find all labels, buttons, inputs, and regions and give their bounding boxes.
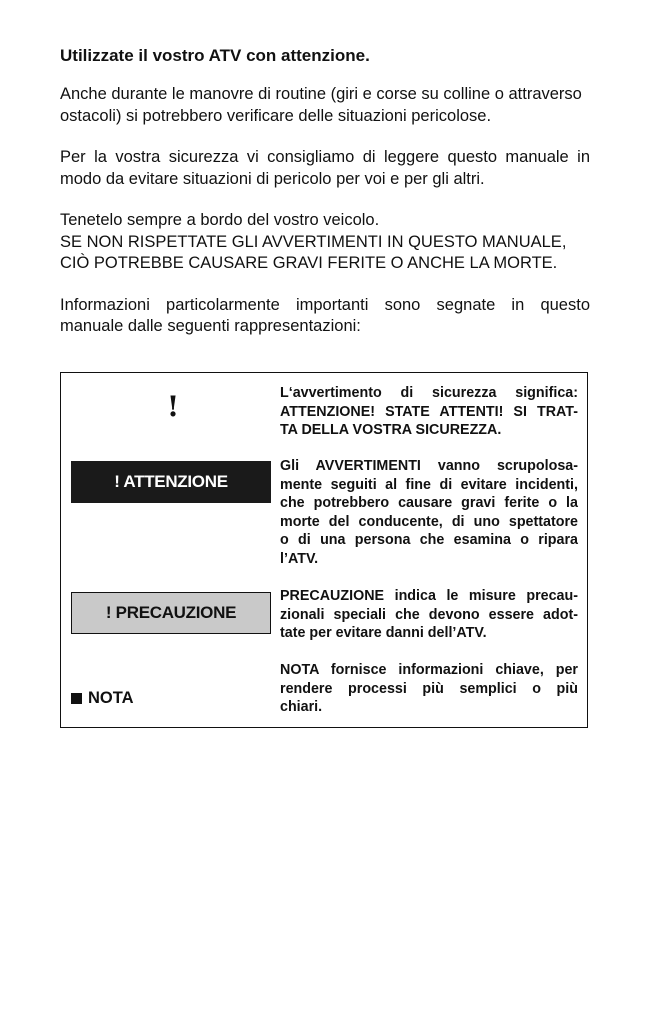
text-line: ostacoli) si potrebbero verificare delle situazioni pericolose. [60, 106, 492, 125]
text-line: rendere processi più semplici o più [280, 680, 578, 697]
text-line: Informazioni particolarmente importanti sono segnate in questo [60, 295, 590, 314]
text-line: manuale dalle seguenti rappresentazioni: [60, 317, 361, 335]
text-line: Gli AVVERTIMENTI vanno scrupolosa- [280, 458, 578, 474]
text-line: morte del conducente, di uno spettatore [280, 513, 578, 530]
text-line: SE NON RISPETTATE GLI AVVERTIMENTI IN QUESTO MANUALE, [60, 232, 567, 251]
symbols-legend-box [60, 372, 588, 728]
text-line: L‘avvertimento di sicurezza significa: [280, 385, 578, 401]
text-line: modo da evitare situazioni di pericolo per voi e per gli altri. [60, 169, 485, 188]
intro-paragraph-4 [60, 295, 590, 338]
note-description [280, 661, 578, 717]
intro-paragraph-2 [60, 147, 590, 190]
note-label-text: NOTA [88, 689, 134, 707]
text-line: zionali speciali che devono essere adot- [280, 606, 578, 623]
note-label [71, 689, 134, 708]
text-line: l’ATV. [280, 550, 319, 567]
warning-description [280, 457, 578, 569]
text-line: mente seguiti al fine di evitare incidenti, [280, 476, 578, 493]
text-line: Tenetelo sempre a bordo del vostro veicolo. [60, 211, 380, 229]
text-line: TA DELLA VOSTRA SICUREZZA. [280, 422, 502, 439]
text-line: CIÒ POTREBBE CAUSARE GRAVI FERITE O ANCHE LA MORTE. [60, 254, 558, 272]
intro-paragraph-3 [60, 210, 590, 275]
warning-label: ! ATTENZIONE [71, 461, 271, 503]
text-line: tate per evitare danni dell’ATV. [280, 625, 487, 642]
text-line: che potrebbero causare gravi ferite o la [280, 495, 578, 512]
caution-description [280, 587, 578, 643]
text-line: Per la vostra sicurezza vi consigliamo di leggere questo manuale in [60, 148, 590, 166]
safety-alert-icon: ! [166, 390, 180, 423]
text-line: PRECAUZIONE indica le misure precau- [280, 588, 578, 604]
text-line: Anche durante le manovre di routine (giri e corse su colline o attraverso [60, 85, 582, 103]
text-line: NOTA fornisce informazioni chiave, per [280, 662, 578, 678]
black-square-icon [71, 693, 82, 704]
intro-paragraph-1 [60, 84, 590, 127]
page-content [60, 44, 590, 358]
safety-alert-description [280, 384, 578, 440]
caution-label: ! PRECAUZIONE [71, 592, 271, 634]
page-title: Utilizzate il vostro ATV con attenzione. [60, 46, 370, 65]
text-line: o di una persona che esamina o ripara [280, 532, 578, 549]
text-line: chiari. [280, 699, 323, 716]
text-line: ATTENZIONE! STATE ATTENTI! SI TRAT- [280, 403, 578, 420]
